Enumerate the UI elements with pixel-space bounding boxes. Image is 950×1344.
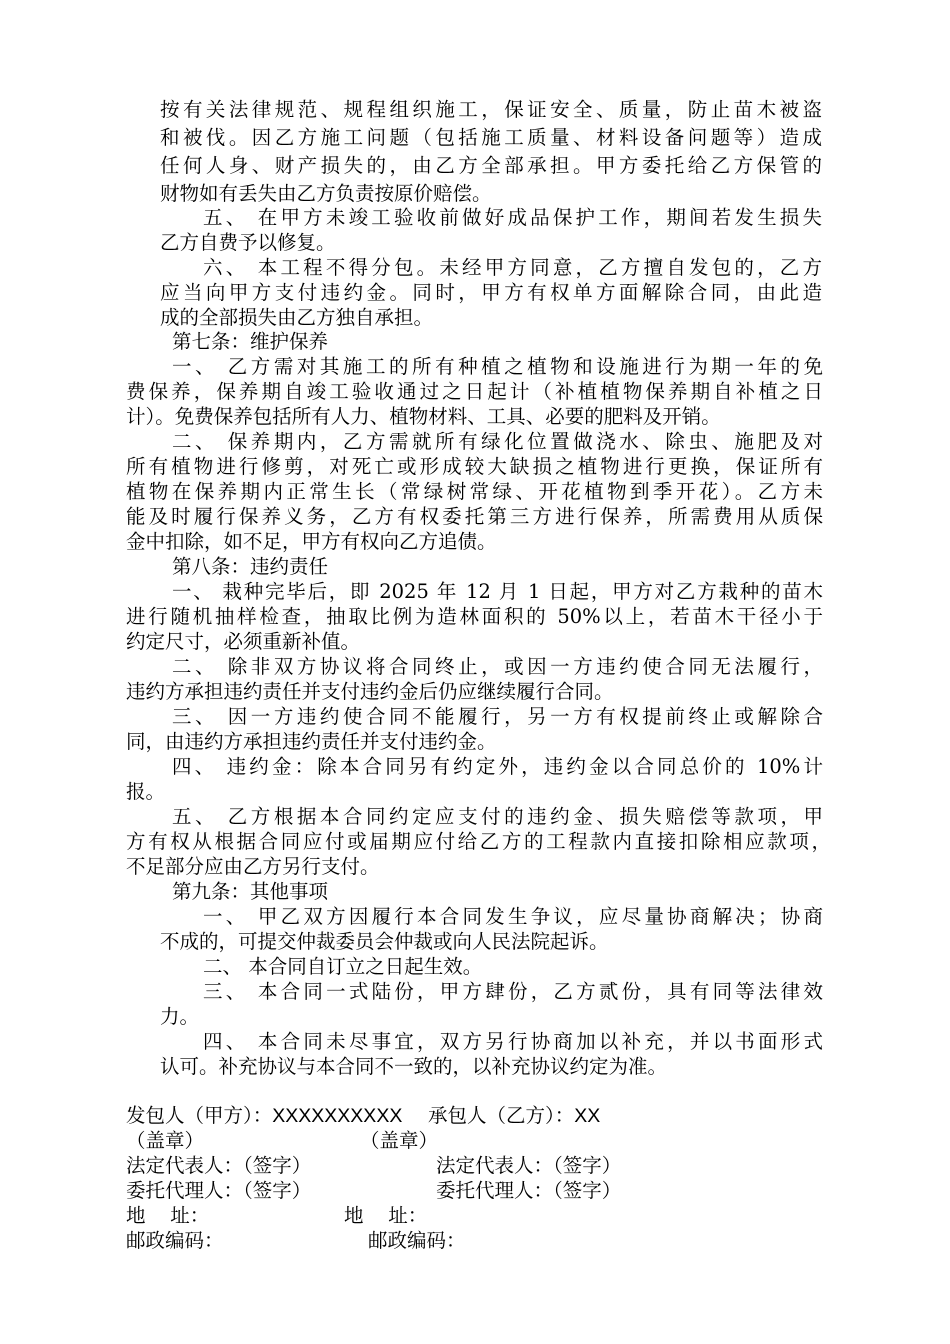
legal-rep-a: 法定代表人：（签字） bbox=[126, 1154, 312, 1177]
body-line: 费保养，保养期自竣工验收通过之日起计（补植植物保养期自补植之日 bbox=[126, 380, 823, 403]
body-line: 财物如有丢失由乙方负责按原价赔偿。 bbox=[160, 182, 492, 205]
body-line: 违约方承担违约责任并支付违约金后仍应继续履行合同。 bbox=[126, 680, 614, 703]
body-line: 按有关法律规范、规程组织施工，保证安全、质量，防止苗木被盗 bbox=[160, 98, 822, 121]
body-line: 二、 保养期内，乙方需就所有绿化位置做浇水、除虫、施肥及对 bbox=[172, 430, 823, 453]
zip-b: 邮政编码： bbox=[368, 1229, 466, 1252]
body-line: 同，由违约方承担违约责任并支付违约金。 bbox=[126, 730, 497, 753]
party-b-line bbox=[428, 1104, 600, 1129]
body-line: 认可。补充协议与本合同不一致的，以补充协议约定为准。 bbox=[160, 1055, 668, 1078]
body-line: 金中扣除，如不足，甲方有权向乙方追债。 bbox=[126, 530, 497, 553]
body-line: 植物在保养期内正常生长（常绿树常绿、开花植物到季开花）。乙方未 bbox=[126, 480, 823, 503]
address-b: 地 址： bbox=[344, 1204, 428, 1227]
party-a-value: XXXXXXXXXX bbox=[272, 1105, 403, 1127]
section-heading-8: 第八条：违约责任 bbox=[172, 555, 329, 578]
zip-a: 邮政编码： bbox=[126, 1229, 224, 1252]
seal-a: （盖章） bbox=[126, 1129, 205, 1152]
legal-rep-b: 法定代表人：（签字） bbox=[436, 1154, 622, 1177]
section-heading-7: 第七条：维护保养 bbox=[172, 330, 329, 353]
body-line: 应当向甲方支付违约金。同时，甲方有权单方面解除合同，由此造 bbox=[160, 281, 822, 304]
body-line: 四、 违约金：除本合同另有约定外，违约金以合同总价的 10%计 bbox=[172, 755, 823, 778]
agent-b: 委托代理人：（签字） bbox=[436, 1179, 622, 1202]
section-heading-9: 第九条：其他事项 bbox=[172, 880, 329, 903]
body-line: 二、 除非双方协议将合同终止，或因一方违约使合同无法履行， bbox=[172, 655, 823, 678]
body-line: 五、 在甲方未竣工验收前做好成品保护工作，期间若发生损失 bbox=[203, 206, 822, 229]
body-line: 能及时履行保养义务，乙方有权委托第三方进行保养，所需费用从质保 bbox=[126, 505, 823, 528]
body-line: 六、 本工程不得分包。未经甲方同意，乙方擅自发包的，乙方 bbox=[203, 256, 822, 279]
body-line: 二、 本合同自订立之日起生效。 bbox=[203, 955, 483, 978]
body-line: 计）。免费保养包括所有人力、植物材料、工具、必要的肥料及开销。 bbox=[126, 405, 721, 428]
body-line: 四、 本合同未尽事宜，双方另行协商加以补充，并以书面形式 bbox=[203, 1030, 823, 1053]
body-line: 乙方自费予以修复。 bbox=[160, 231, 336, 254]
body-line: 不足部分应由乙方另行支付。 bbox=[126, 855, 380, 878]
body-line: 五、 乙方根据本合同约定应支付的违约金、损失赔偿等款项，甲 bbox=[172, 805, 823, 828]
body-line: 三、 因一方违约使合同不能履行，另一方有权提前终止或解除合 bbox=[172, 705, 823, 728]
body-line: 和被伐。因乙方施工问题（包括施工质量、材料设备问题等）造成 bbox=[160, 126, 822, 149]
body-line: 约定尺寸，必须重新补值。 bbox=[126, 630, 361, 653]
body-line: 成的全部损失由乙方独自承担。 bbox=[160, 306, 434, 329]
party-b-value: XX bbox=[574, 1105, 601, 1127]
body-line: 一、 乙方需对其施工的所有种植之植物和设施进行为期一年的免 bbox=[172, 355, 823, 378]
address-a: 地 址： bbox=[126, 1204, 210, 1227]
party-b-label: 承包人（乙方）： bbox=[428, 1104, 575, 1127]
agent-a: 委托代理人：（签字） bbox=[126, 1179, 312, 1202]
seal-b: （盖章） bbox=[360, 1129, 439, 1152]
body-line: 力。 bbox=[160, 1005, 200, 1028]
body-line: 方有权从根据合同应付或届期应付给乙方的工程款内直接扣除相应款项， bbox=[126, 830, 831, 853]
body-line: 一、 栽种完毕后，即 2025 年 12 月 1 日起，甲方对乙方栽种的苗木 bbox=[172, 580, 823, 603]
party-a-label: 发包人（甲方）： bbox=[126, 1104, 273, 1127]
body-line: 进行随机抽样检查，抽取比例为造林面积的 50%以上，若苗木干径小于 bbox=[126, 605, 823, 628]
body-line: 不成的，可提交仲裁委员会仲裁或向人民法院起诉。 bbox=[160, 930, 609, 953]
body-line: 三、 本合同一式陆份，甲方肆份，乙方贰份，具有同等法律效 bbox=[203, 980, 823, 1003]
body-line: 任何人身、财产损失的，由乙方全部承担。甲方委托给乙方保管的 bbox=[160, 154, 822, 177]
body-line: 一、 甲乙双方因履行本合同发生争议，应尽量协商解决；协商 bbox=[203, 905, 823, 928]
party-a-line bbox=[126, 1104, 402, 1129]
body-line: 所有植物进行修剪，对死亡或形成较大缺损之植物进行更换，保证所有 bbox=[126, 455, 823, 478]
body-line: 报。 bbox=[126, 780, 166, 803]
